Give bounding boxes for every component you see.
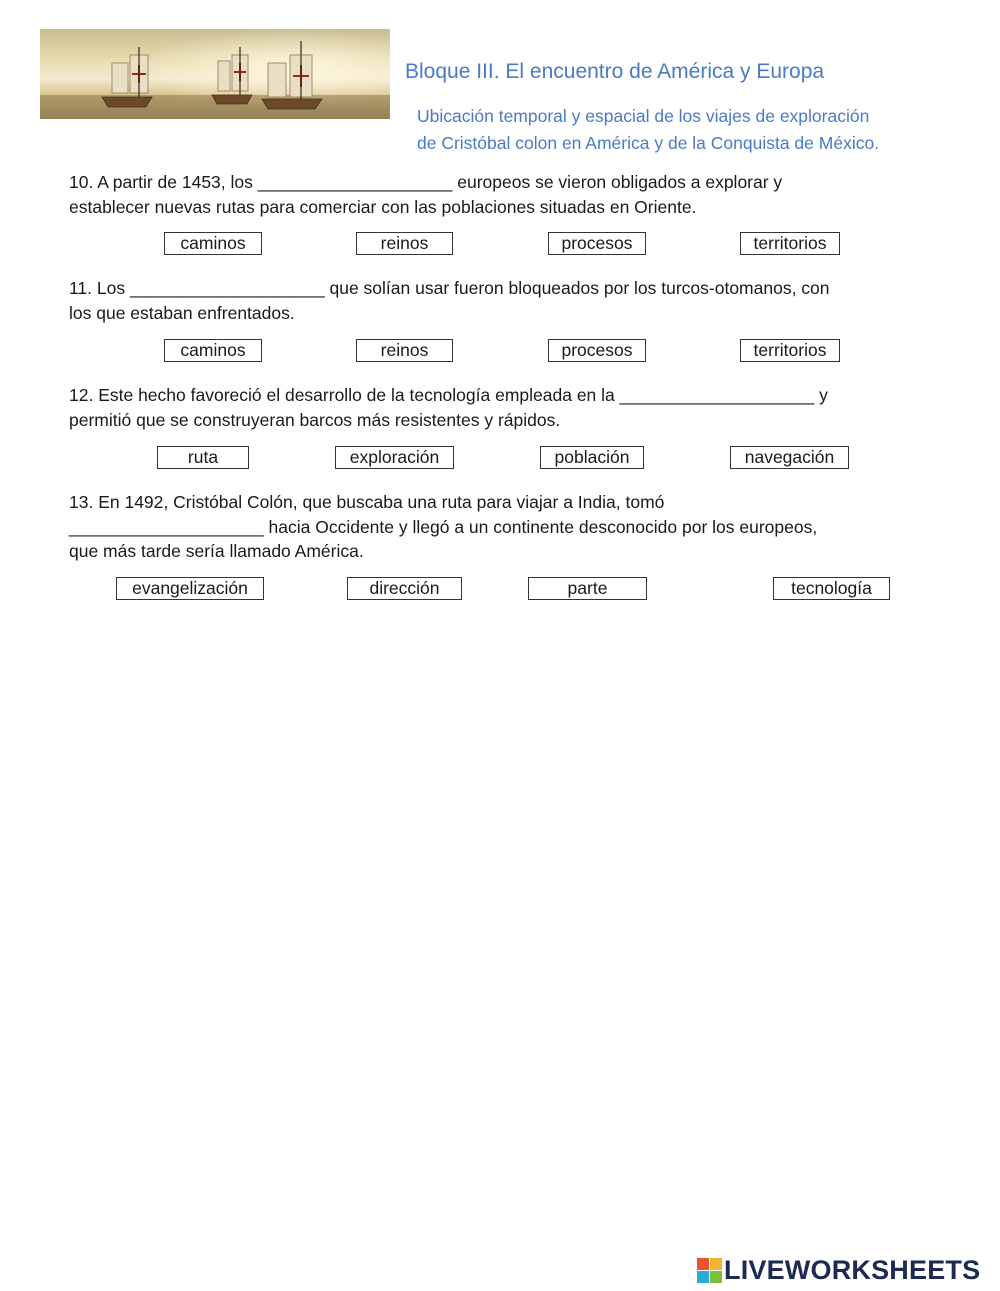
page-title: Bloque III. El encuentro de América y Europa <box>405 60 825 83</box>
option-navegacion[interactable]: navegación <box>730 446 849 469</box>
logo-square <box>697 1271 709 1283</box>
option-procesos[interactable]: procesos <box>548 232 646 255</box>
question-text-line: 11. Los ____________________ que solían usar fueron bloqueados por los turcos-otomanos, con <box>69 278 830 298</box>
question-text-line: permitió que se construyeran barcos más resistentes y rápidos. <box>69 409 561 430</box>
liveworksheets-icon <box>697 1258 722 1283</box>
option-procesos[interactable]: procesos <box>548 339 646 362</box>
logo-square <box>710 1271 722 1283</box>
subtitle-line: Ubicación temporal y espacial de los viajes de exploración <box>417 106 870 126</box>
question-13 <box>69 490 939 564</box>
option-exploracion[interactable]: exploración <box>335 446 454 469</box>
subtitle-line: de Cristóbal colon en América y de la Conquista de México. <box>417 133 880 153</box>
liveworksheets-logo <box>697 1255 980 1285</box>
question-10 <box>69 170 939 219</box>
question-text-line: 12. Este hecho favoreció el desarrollo de la tecnología empleada en la ____________________ y <box>69 385 828 405</box>
question-text-line: establecer nuevas rutas para comerciar con las poblaciones situadas en Oriente. <box>69 196 697 217</box>
question-text-line: 10. A partir de 1453, los ____________________ europeos se vieron obligados a explorar y <box>69 172 783 192</box>
option-tecnologia[interactable]: tecnología <box>773 577 890 600</box>
page-subtitle <box>417 103 977 157</box>
question-11 <box>69 276 939 325</box>
option-caminos[interactable]: caminos <box>164 339 262 362</box>
question-text-line: los que estaban enfrentados. <box>69 302 295 323</box>
option-reinos[interactable]: reinos <box>356 232 453 255</box>
question-12 <box>69 383 939 432</box>
option-parte[interactable]: parte <box>528 577 647 600</box>
header-ships-image <box>40 29 390 119</box>
option-evangelizacion[interactable]: evangelización <box>116 577 264 600</box>
question-text-line: ____________________ hacia Occidente y llegó a un continente desconocido por los europeos, <box>69 516 818 537</box>
option-caminos[interactable]: caminos <box>164 232 262 255</box>
question-text-line: que más tarde sería llamado América. <box>69 541 364 561</box>
option-territorios[interactable]: territorios <box>740 339 840 362</box>
brand-name: LIVEWORKSHEETS <box>724 1254 981 1285</box>
question-text-line: 13. En 1492, Cristóbal Colón, que buscaba una ruta para viajar a India, tomó <box>69 492 665 512</box>
option-ruta[interactable]: ruta <box>157 446 249 469</box>
option-territorios[interactable]: territorios <box>740 232 840 255</box>
option-poblacion[interactable]: población <box>540 446 644 469</box>
logo-square <box>697 1258 709 1270</box>
option-direccion[interactable]: dirección <box>347 577 462 600</box>
option-reinos[interactable]: reinos <box>356 339 453 362</box>
logo-square <box>710 1258 722 1270</box>
